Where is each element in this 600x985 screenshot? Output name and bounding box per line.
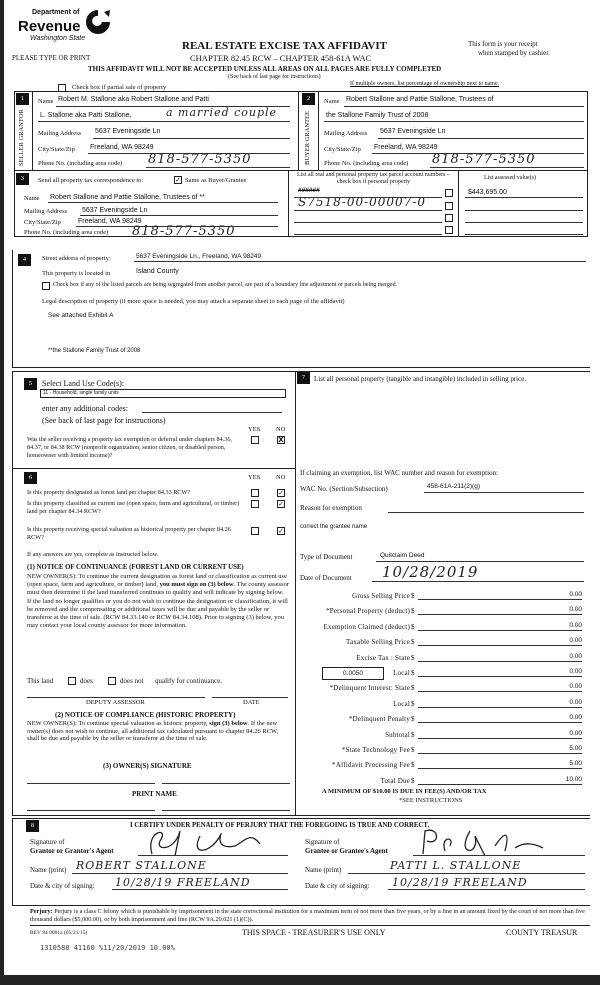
notice-compliance-text: NEW OWNER(S): To continue special valuation as historic property, sign (3) below. If the new owner(s) does not wish to continue, all additional tax calculated pursuant to chapter 84.26 RCW, shall be due and payable by the seller or transferor at the time of sale. xyxy=(27,720,279,742)
amount-label: *Affidavit Processing Fee xyxy=(332,761,410,770)
amount-label: *Personal Property (deduct) xyxy=(326,607,410,616)
dollar-sign: $ xyxy=(411,684,415,693)
land-use-code-select[interactable]: 11 - Household, single family units xyxy=(40,389,286,398)
parcel-number-1[interactable]: S7518-00-00007-0 xyxy=(298,195,427,209)
grantor-signature[interactable] xyxy=(140,826,270,858)
same-as-buyer-checkbox[interactable]: ✓ xyxy=(175,176,181,184)
dollar-sign: $ xyxy=(411,699,415,708)
amount-value[interactable]: 0.00 xyxy=(418,682,582,692)
exempt-no-checkbox[interactable]: X xyxy=(278,436,284,444)
dollar-sign: $ xyxy=(411,607,415,616)
amount-value[interactable]: 0.00 xyxy=(418,652,582,662)
perjury-notice: Perjury: Perjury is a class C felony which is punishable by imprisonment in the state correctional institution for a maximum term of not more than five years, or by a fine in an amount fixed by the court of not more than five thousand dollars ($5,000.00), or by both imprisonment and fine (RCW 9A.20.021 (1)(C)). xyxy=(30,908,590,926)
corr-phone[interactable]: 818-577-5350 xyxy=(132,224,236,239)
amount-label: Local xyxy=(393,669,410,677)
land-does-checkbox[interactable] xyxy=(68,677,76,685)
buyer-phone[interactable]: 818-577-5350 xyxy=(432,152,536,167)
personal-property-checkbox-1[interactable] xyxy=(445,189,453,197)
logo-swirl-icon xyxy=(84,8,112,34)
forest-no-checkbox[interactable]: ✓ xyxy=(278,489,284,497)
dollar-sign: $ xyxy=(411,622,415,631)
amount-label: Local xyxy=(393,699,410,708)
grantor-print-name[interactable]: ROBERT STALLONE xyxy=(76,859,207,872)
amount-value[interactable]: 0.00 xyxy=(418,605,582,615)
notice-continuance-text: NEW OWNER(S): To continue the current designation as forest land or classification as current use (open space, farm and agriculture, or timber) land, you must sign on (3) below. The county assessor must then determine if the land transferred continues to qualify and will indicate by signing below. If the land no longer qualifies or you do not wish to continue the designation or classification, it will be removed and the compensating or additional taxes will be due and payable by the seller or transferor at the time of sale. (RCW 84.33.140 or RCW 84.34.108). Prior to signing (3) below, you may contact your local county assessor for more information. xyxy=(27,573,289,630)
treasurer-stamp: 1310588 41160 %11/20/2019 10.00% xyxy=(40,944,175,952)
wac-number[interactable]: 458-61A-211(2)(g) xyxy=(427,483,480,490)
dollar-sign: $ xyxy=(411,746,415,754)
amount-value[interactable]: 0.00 xyxy=(418,729,582,739)
buyer-name-2[interactable]: the Stallone Family Trust of 2008 xyxy=(326,112,429,119)
amount-label: *State Technology Fee xyxy=(341,746,410,754)
street-address[interactable]: 5637 Eveningside Ln., Freeland, WA 98249 xyxy=(136,253,262,260)
current-use-yes-checkbox[interactable] xyxy=(251,500,259,508)
amount-label: *Delinquent Penalty xyxy=(348,715,410,724)
corr-city[interactable]: Freeland, WA 98249 xyxy=(78,218,142,225)
amount-value[interactable]: 5.00 xyxy=(418,759,582,769)
grantee-signature[interactable] xyxy=(415,826,545,858)
local-rate[interactable]: 0.0050 xyxy=(322,667,384,680)
grantor-date-city[interactable]: 10/28/19 FREELAND xyxy=(115,876,251,889)
dollar-sign: $ xyxy=(411,776,415,785)
amount-label: Exemption Claimed (deduct) xyxy=(323,622,410,631)
grantee-date-city[interactable]: 10/28/19 FREELAND xyxy=(392,876,528,889)
amount-value[interactable]: 0.00 xyxy=(418,667,582,677)
document-date[interactable]: 10/28/2019 xyxy=(382,563,479,581)
historic-yes-checkbox[interactable] xyxy=(251,527,259,535)
segregated-parcel-checkbox[interactable] xyxy=(42,282,50,290)
seller-name-1[interactable]: Robert M. Stallone aka Robert Stallone and Patti xyxy=(58,96,209,103)
form-title: REAL ESTATE EXCISE TAX AFFIDAVIT xyxy=(182,40,387,52)
dollar-sign: $ xyxy=(411,761,415,770)
dollar-sign: $ xyxy=(411,715,415,724)
seller-phone[interactable]: 818-577-5350 xyxy=(148,152,252,167)
amount-value[interactable]: 0.00 xyxy=(418,636,582,646)
amount-value[interactable]: 0.00 xyxy=(418,698,582,708)
land-does-not-checkbox[interactable] xyxy=(108,677,116,685)
amount-label: Taxable Selling Price xyxy=(346,638,410,647)
corr-name[interactable]: Robert Stallone and Pattie Stallone, Trustees of ** xyxy=(50,194,205,201)
document-type[interactable]: Quitclaim Deed xyxy=(380,552,425,559)
historic-no-checkbox[interactable]: ✓ xyxy=(278,527,284,535)
assessed-value-1[interactable]: $443,695.00 xyxy=(468,189,507,196)
personal-property-checkbox-3[interactable] xyxy=(445,214,453,222)
please-type: PLEASE TYPE OR PRINT xyxy=(12,54,91,62)
dollar-sign: $ xyxy=(411,669,415,677)
amount-value[interactable]: 10.00 xyxy=(418,775,582,785)
amount-value[interactable]: 0.00 xyxy=(418,713,582,723)
amount-label: Excise Tax : State xyxy=(356,653,410,662)
personal-property-checkbox-4[interactable] xyxy=(445,226,453,234)
amount-label: Gross Selling Price xyxy=(352,592,410,600)
seller-address[interactable]: 5637 Eveningside Ln xyxy=(95,128,161,135)
seller-name-2[interactable]: L. Stallone aka Patti Stallone, xyxy=(40,112,132,119)
amount-label: *Delinquent Interest: State xyxy=(329,684,410,693)
warning: THIS AFFIDAVIT WILL NOT BE ACCEPTED UNLESS ALL AREAS ON ALL PAGES ARE FULLY COMPLETED xyxy=(88,65,442,73)
amount-label: Subtotal xyxy=(385,730,410,739)
grantee-print-name[interactable]: PATTI L. STALLONE xyxy=(390,859,522,872)
exemption-reason[interactable]: correct the grantee name xyxy=(300,524,368,530)
corr-address[interactable]: 5637 Eveningside Ln xyxy=(82,207,148,214)
buyer-address[interactable]: 5637 Eveningside Ln xyxy=(380,128,446,135)
buyer-name-1[interactable]: Robert Stallone and Pattie Stallone, Trustees of xyxy=(346,96,494,103)
exempt-yes-checkbox[interactable] xyxy=(251,436,259,444)
dollar-sign: $ xyxy=(411,592,415,600)
county[interactable]: Island County xyxy=(136,268,179,275)
amount-value[interactable]: 0.00 xyxy=(418,621,582,631)
dollar-sign: $ xyxy=(411,730,415,739)
current-use-no-checkbox[interactable]: ✓ xyxy=(278,500,284,508)
forest-yes-checkbox[interactable] xyxy=(251,489,259,497)
dollar-sign: $ xyxy=(411,653,415,662)
amount-value[interactable]: 0.00 xyxy=(418,590,582,600)
legal-description[interactable]: See attached Exhibit A xyxy=(48,312,114,319)
seller-city[interactable]: Freeland, WA 98249 xyxy=(90,144,154,151)
buyer-city[interactable]: Freeland, WA 98249 xyxy=(374,144,438,151)
form-subtitle: CHAPTER 82.45 RCW – CHAPTER 458-61A WAC xyxy=(190,53,372,63)
dollar-sign: $ xyxy=(411,638,415,647)
amount-value[interactable]: 5.00 xyxy=(418,744,582,754)
personal-property-checkbox-2[interactable] xyxy=(445,202,453,210)
amount-label: Total Due xyxy=(380,776,410,785)
